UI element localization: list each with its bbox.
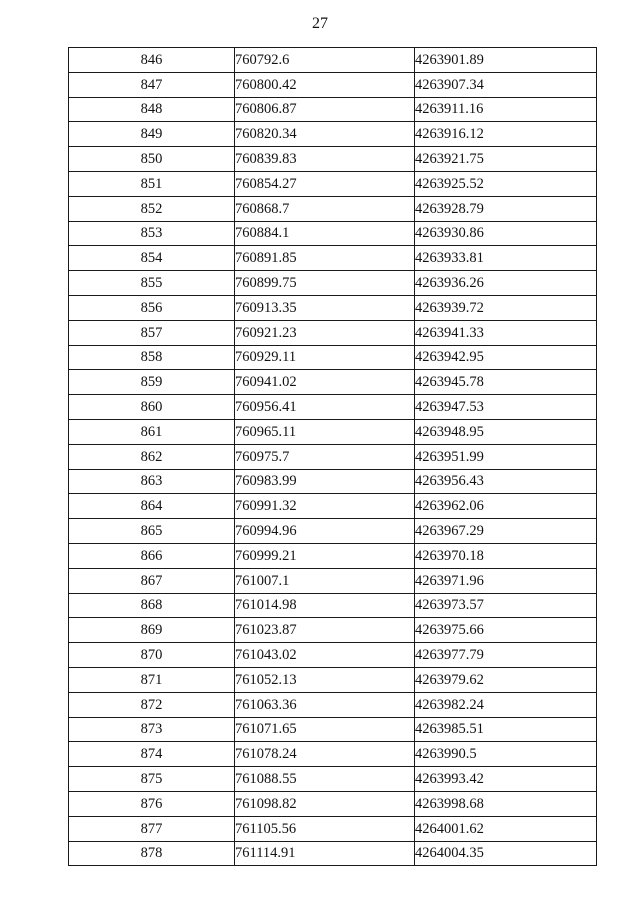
y-coordinate-cell: 4263979.62 [415, 667, 597, 692]
y-coordinate-cell: 4263945.78 [415, 370, 597, 395]
page-number: 27 [312, 15, 328, 32]
point-number-cell: 849 [69, 122, 235, 147]
x-coordinate-cell: 761078.24 [235, 742, 415, 767]
x-coordinate-cell: 760999.21 [235, 543, 415, 568]
y-coordinate-cell: 4263933.81 [415, 246, 597, 271]
x-coordinate-cell: 761052.13 [235, 667, 415, 692]
point-number-cell: 878 [69, 841, 235, 866]
x-coordinate-cell: 760994.96 [235, 519, 415, 544]
point-number-cell: 851 [69, 171, 235, 196]
point-number-cell: 854 [69, 246, 235, 271]
table-row [69, 469, 597, 494]
x-coordinate-cell: 761007.1 [235, 568, 415, 593]
table-row [69, 742, 597, 767]
point-number-cell: 866 [69, 543, 235, 568]
y-coordinate-cell: 4263970.18 [415, 543, 597, 568]
point-number-cell: 860 [69, 395, 235, 420]
point-number-cell: 871 [69, 667, 235, 692]
table-row [69, 122, 597, 147]
x-coordinate-cell: 760854.27 [235, 171, 415, 196]
y-coordinate-cell: 4263967.29 [415, 519, 597, 544]
x-coordinate-cell: 760975.7 [235, 444, 415, 469]
x-coordinate-cell: 761114.91 [235, 841, 415, 866]
point-number-cell: 848 [69, 97, 235, 122]
point-number-cell: 850 [69, 147, 235, 172]
x-coordinate-cell: 761014.98 [235, 593, 415, 618]
point-number-cell: 855 [69, 271, 235, 296]
point-number-cell: 863 [69, 469, 235, 494]
point-number-cell: 859 [69, 370, 235, 395]
y-coordinate-cell: 4263939.72 [415, 295, 597, 320]
table-row [69, 345, 597, 370]
point-number-cell: 877 [69, 816, 235, 841]
y-coordinate-cell: 4263956.43 [415, 469, 597, 494]
y-coordinate-cell: 4263948.95 [415, 419, 597, 444]
y-coordinate-cell: 4263936.26 [415, 271, 597, 296]
table-row [69, 444, 597, 469]
point-number-cell: 852 [69, 196, 235, 221]
point-number-cell: 870 [69, 643, 235, 668]
y-coordinate-cell: 4263971.96 [415, 568, 597, 593]
coordinates-table [68, 47, 597, 866]
point-number-cell: 875 [69, 767, 235, 792]
point-number-cell: 847 [69, 72, 235, 97]
table-row [69, 494, 597, 519]
table-row [69, 72, 597, 97]
point-number-cell: 846 [69, 48, 235, 73]
point-number-cell: 862 [69, 444, 235, 469]
table-row [69, 667, 597, 692]
x-coordinate-cell: 760956.41 [235, 395, 415, 420]
x-coordinate-cell: 760991.32 [235, 494, 415, 519]
table-row [69, 171, 597, 196]
point-number-cell: 874 [69, 742, 235, 767]
x-coordinate-cell: 760868.7 [235, 196, 415, 221]
table-row [69, 841, 597, 866]
table-row [69, 271, 597, 296]
x-coordinate-cell: 761098.82 [235, 791, 415, 816]
x-coordinate-cell: 761023.87 [235, 618, 415, 643]
table-row [69, 320, 597, 345]
x-coordinate-cell: 760965.11 [235, 419, 415, 444]
point-number-cell: 856 [69, 295, 235, 320]
y-coordinate-cell: 4263977.79 [415, 643, 597, 668]
x-coordinate-cell: 760921.23 [235, 320, 415, 345]
table-row [69, 543, 597, 568]
point-number-cell: 867 [69, 568, 235, 593]
y-coordinate-cell: 4263916.12 [415, 122, 597, 147]
x-coordinate-cell: 760891.85 [235, 246, 415, 271]
x-coordinate-cell: 761105.56 [235, 816, 415, 841]
table-row [69, 593, 597, 618]
y-coordinate-cell: 4263921.75 [415, 147, 597, 172]
x-coordinate-cell: 760820.34 [235, 122, 415, 147]
y-coordinate-cell: 4263907.34 [415, 72, 597, 97]
table-row [69, 643, 597, 668]
point-number-cell: 865 [69, 519, 235, 544]
point-number-cell: 872 [69, 692, 235, 717]
table-row [69, 48, 597, 73]
table-row [69, 791, 597, 816]
y-coordinate-cell: 4263930.86 [415, 221, 597, 246]
table-row [69, 395, 597, 420]
y-coordinate-cell: 4263985.51 [415, 717, 597, 742]
table-row [69, 97, 597, 122]
x-coordinate-cell: 760839.83 [235, 147, 415, 172]
y-coordinate-cell: 4263975.66 [415, 618, 597, 643]
y-coordinate-cell: 4263993.42 [415, 767, 597, 792]
table-row [69, 370, 597, 395]
table-row [69, 147, 597, 172]
y-coordinate-cell: 4263941.33 [415, 320, 597, 345]
x-coordinate-cell: 761063.36 [235, 692, 415, 717]
table-row [69, 618, 597, 643]
y-coordinate-cell: 4263990.5 [415, 742, 597, 767]
x-coordinate-cell: 760792.6 [235, 48, 415, 73]
table-row [69, 767, 597, 792]
y-coordinate-cell: 4263911.16 [415, 97, 597, 122]
point-number-cell: 853 [69, 221, 235, 246]
table-row [69, 816, 597, 841]
x-coordinate-cell: 760806.87 [235, 97, 415, 122]
point-number-cell: 873 [69, 717, 235, 742]
y-coordinate-cell: 4263942.95 [415, 345, 597, 370]
table-row [69, 519, 597, 544]
y-coordinate-cell: 4263973.57 [415, 593, 597, 618]
y-coordinate-cell: 4263998.68 [415, 791, 597, 816]
y-coordinate-cell: 4263982.24 [415, 692, 597, 717]
x-coordinate-cell: 760884.1 [235, 221, 415, 246]
x-coordinate-cell: 760941.02 [235, 370, 415, 395]
x-coordinate-cell: 761043.02 [235, 643, 415, 668]
x-coordinate-cell: 761071.65 [235, 717, 415, 742]
table-row [69, 568, 597, 593]
x-coordinate-cell: 760913.35 [235, 295, 415, 320]
table-row [69, 246, 597, 271]
table-row [69, 221, 597, 246]
y-coordinate-cell: 4263947.53 [415, 395, 597, 420]
point-number-cell: 858 [69, 345, 235, 370]
y-coordinate-cell: 4263901.89 [415, 48, 597, 73]
y-coordinate-cell: 4264001.62 [415, 816, 597, 841]
x-coordinate-cell: 761088.55 [235, 767, 415, 792]
table-row [69, 295, 597, 320]
table-row [69, 717, 597, 742]
table-row [69, 692, 597, 717]
point-number-cell: 868 [69, 593, 235, 618]
x-coordinate-cell: 760899.75 [235, 271, 415, 296]
point-number-cell: 861 [69, 419, 235, 444]
point-number-cell: 857 [69, 320, 235, 345]
y-coordinate-cell: 4263951.99 [415, 444, 597, 469]
x-coordinate-cell: 760983.99 [235, 469, 415, 494]
y-coordinate-cell: 4263962.06 [415, 494, 597, 519]
y-coordinate-cell: 4263928.79 [415, 196, 597, 221]
table-row [69, 419, 597, 444]
point-number-cell: 869 [69, 618, 235, 643]
x-coordinate-cell: 760800.42 [235, 72, 415, 97]
y-coordinate-cell: 4263925.52 [415, 171, 597, 196]
x-coordinate-cell: 760929.11 [235, 345, 415, 370]
coordinates-table-body [69, 48, 597, 866]
point-number-cell: 864 [69, 494, 235, 519]
point-number-cell: 876 [69, 791, 235, 816]
table-row [69, 196, 597, 221]
y-coordinate-cell: 4264004.35 [415, 841, 597, 866]
